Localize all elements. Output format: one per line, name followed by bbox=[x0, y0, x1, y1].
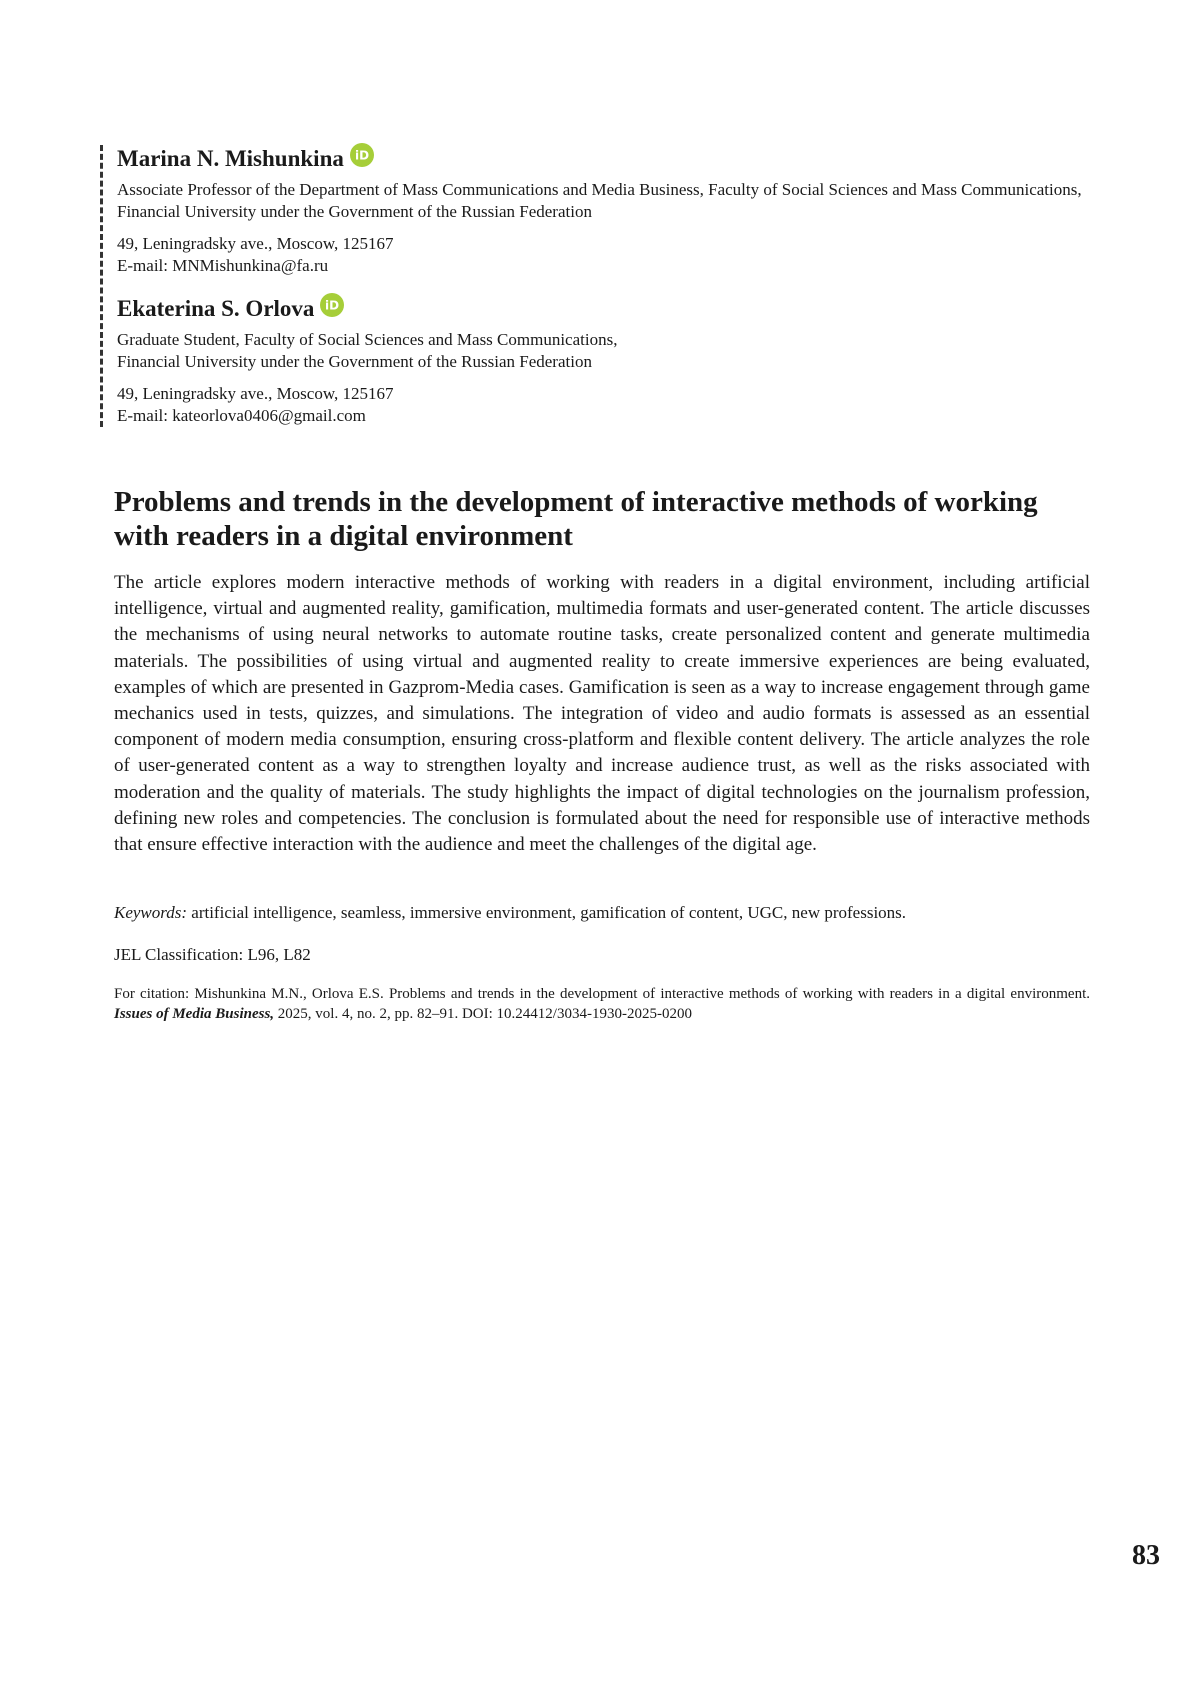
orcid-icon-glyph bbox=[350, 143, 374, 167]
author-name-text: Marina N. Mishunkina bbox=[117, 146, 344, 171]
author-affiliation bbox=[117, 329, 1097, 373]
author-affiliation: Associate Professor of the Department of Mass Communications and Media Business, Faculty of Social Sciences and Mass Communications, Financial University under the Government of the Russian Federation bbox=[117, 180, 1082, 221]
author-email: E-mail: kateorlova0406@gmail.com bbox=[117, 406, 366, 425]
article-abstract: The article explores modern interactive methods of working with readers in a digital environment, including artificial intelligence, virtual and augmented reality, gamification, multimedia formats and user-generated content. The article discusses the mechanisms of using neural networks to automate routine tasks, create personalized content and generate multimedia materials. The possibilities of using virtual and augmented reality to create immersive experiences are being evaluated, examples of which are presented in Gazprom-Media cases. Gamification is seen as a way to increase engagement through game mechanics used in tests, quizzes, and simulations. The integration of video and audio formats is assessed as an essential component of modern media consumption, ensuring cross-platform and flexible content delivery. The article analyzes the role of user-generated content as a way to strengthen loyalty and increase audience trust, as well as the risks associated with moderation and the quality of materials. The study highlights the impact of digital technologies on the journalism profession, defining new roles and competencies. The conclusion is formulated about the need for responsible use of interactive methods that ensure effective interaction with the audience and meet the challenges of the digital age. bbox=[114, 572, 1090, 856]
article-title: Problems and trends in the development of interactive methods of working with readers in a digital environment bbox=[114, 486, 1038, 552]
citation bbox=[114, 984, 1090, 1024]
author-affiliation-line1: Graduate Student, Faculty of Social Sciences and Mass Communications, bbox=[117, 330, 618, 349]
author-address-block bbox=[117, 233, 1097, 277]
orcid-icon[interactable] bbox=[350, 143, 374, 167]
author-name bbox=[117, 145, 1097, 173]
author-block bbox=[100, 145, 1097, 427]
orcid-icon[interactable] bbox=[320, 293, 344, 317]
keywords-text: artificial intelligence, seamless, immersive environment, gamification of content, UGC, new professions. bbox=[187, 903, 907, 922]
author-email: E-mail: MNMishunkina@fa.ru bbox=[117, 256, 329, 275]
page-number: 83 bbox=[1132, 1540, 1160, 1571]
author-affiliation-line2: Financial University under the Government of the Russian Federation bbox=[117, 352, 592, 371]
author-2 bbox=[117, 295, 1097, 427]
jel-classification: JEL Classification: L96, L82 bbox=[114, 945, 311, 964]
author-address: 49, Leningradsky ave., Moscow, 125167 bbox=[117, 384, 394, 403]
keywords-label: Keywords: bbox=[114, 903, 188, 922]
author-name-text: Ekaterina S. Orlova bbox=[117, 296, 315, 321]
author-name bbox=[117, 295, 1097, 323]
citation-prefix: For citation: Mishunkina M.N., Orlova E.S. Problems and trends in the development of interactive methods of working with readers in a digital environment. bbox=[114, 986, 1090, 1002]
author-address: 49, Leningradsky ave., Moscow, 125167 bbox=[117, 234, 394, 253]
orcid-icon-glyph bbox=[320, 293, 344, 317]
author-1 bbox=[117, 145, 1097, 277]
citation-suffix: 2025, vol. 4, no. 2, pp. 82–91. DOI: 10.24412/3034-1930-2025-0200 bbox=[274, 1006, 692, 1022]
svg-text:iD: iD bbox=[325, 298, 340, 313]
svg-text:iD: iD bbox=[354, 148, 369, 163]
citation-journal: Issues of Media Business, bbox=[114, 1006, 275, 1022]
author-address-block bbox=[117, 383, 1097, 427]
keywords bbox=[114, 902, 1090, 924]
